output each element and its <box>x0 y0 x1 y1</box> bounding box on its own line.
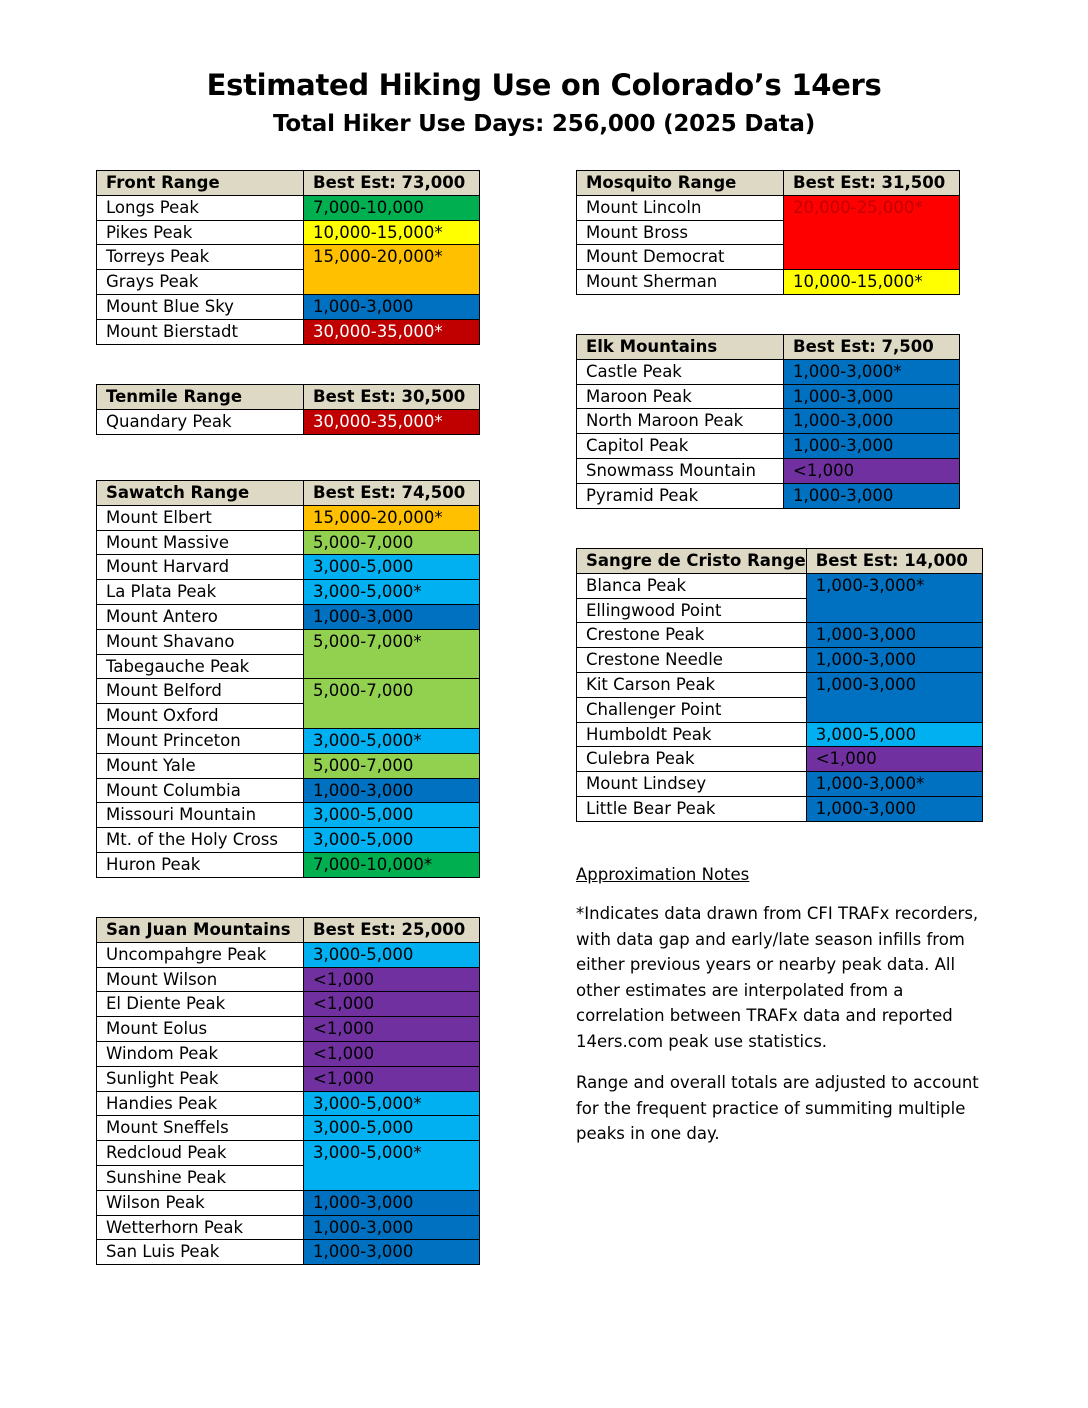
hiking-use-estimate: 1,000-3,000 <box>304 294 480 319</box>
range-best-estimate: Best Est: 31,500 <box>784 171 960 196</box>
table-row <box>577 573 983 598</box>
hiking-use-estimate: 1,000-3,000 <box>806 672 982 722</box>
table-row <box>577 270 960 295</box>
range-name: Elk Mountains <box>577 335 784 360</box>
table-row <box>97 967 480 992</box>
range-name: Front Range <box>97 171 304 196</box>
peak-name: La Plata Peak <box>97 580 304 605</box>
peak-name: Redcloud Peak <box>97 1141 304 1166</box>
table-row <box>97 1066 480 1091</box>
table-row <box>97 992 480 1017</box>
hiking-use-estimate: 3,000-5,000 <box>304 1116 480 1141</box>
hiking-use-estimate: 20,000-25,000* <box>784 195 960 269</box>
hiking-use-estimate: 1,000-3,000* <box>806 573 982 623</box>
table-header-row <box>97 481 480 506</box>
peak-name: Capitol Peak <box>577 434 784 459</box>
hiking-use-estimate: <1,000 <box>304 967 480 992</box>
table-row <box>97 195 480 220</box>
hiking-use-estimate: 1,000-3,000 <box>806 648 982 673</box>
peak-name: Mount Lincoln <box>577 195 784 220</box>
peak-name: Mount Massive <box>97 530 304 555</box>
sangre-de-cristo-range-table <box>576 548 983 822</box>
table-row <box>577 483 960 508</box>
table-header-row <box>97 918 480 943</box>
hiking-use-estimate: 3,000-5,000 <box>304 803 480 828</box>
hiking-use-estimate: 3,000-5,000 <box>304 828 480 853</box>
peak-name: Torreys Peak <box>97 245 304 270</box>
peak-name: San Luis Peak <box>97 1240 304 1265</box>
range-best-estimate: Best Est: 73,000 <box>304 171 480 196</box>
hiking-use-estimate: 5,000-7,000* <box>304 629 480 679</box>
hiking-use-estimate: 10,000-15,000* <box>784 270 960 295</box>
peak-name: Mount Wilson <box>97 967 304 992</box>
mosquito-range-table <box>576 170 960 295</box>
peak-name: Culebra Peak <box>577 747 807 772</box>
table-row <box>97 1116 480 1141</box>
table-row <box>577 648 983 673</box>
range-best-estimate: Best Est: 25,000 <box>304 918 480 943</box>
peak-name: Mount Columbia <box>97 778 304 803</box>
table-row <box>97 580 480 605</box>
peak-name: Mount Antero <box>97 604 304 629</box>
peak-name: Pikes Peak <box>97 220 304 245</box>
sawatch-range-table <box>96 480 480 878</box>
peak-name: Kit Carson Peak <box>577 672 807 697</box>
table-row <box>577 796 983 821</box>
table-row <box>97 530 480 555</box>
table-row <box>97 294 480 319</box>
table-row <box>97 629 480 654</box>
range-best-estimate: Best Est: 30,500 <box>304 385 480 410</box>
peak-name: Huron Peak <box>97 852 304 877</box>
table-header-row <box>577 549 983 574</box>
hiking-use-estimate: 3,000-5,000* <box>304 1091 480 1116</box>
hiking-use-estimate: 1,000-3,000 <box>304 778 480 803</box>
range-name: Sawatch Range <box>97 481 304 506</box>
table-row <box>577 747 983 772</box>
table-row <box>97 679 480 704</box>
peak-name: Wetterhorn Peak <box>97 1215 304 1240</box>
peak-name: Crestone Peak <box>577 623 807 648</box>
peak-name: Mount Eolus <box>97 1017 304 1042</box>
peak-name: Little Bear Peak <box>577 796 807 821</box>
hiking-use-estimate: 1,000-3,000 <box>304 1190 480 1215</box>
hiking-use-estimate: 1,000-3,000 <box>304 604 480 629</box>
table-row <box>577 359 960 384</box>
table-header-row <box>577 335 960 360</box>
range-name: San Juan Mountains <box>97 918 304 943</box>
peak-name: Sunlight Peak <box>97 1066 304 1091</box>
table-row <box>97 942 480 967</box>
hiking-use-estimate: 15,000-20,000* <box>304 245 480 295</box>
table-header-row <box>577 171 960 196</box>
table-row <box>97 604 480 629</box>
hiking-use-estimate: 1,000-3,000 <box>784 483 960 508</box>
hiking-use-estimate: <1,000 <box>304 1041 480 1066</box>
peak-name: Mount Elbert <box>97 505 304 530</box>
peak-name: Uncompahgre Peak <box>97 942 304 967</box>
range-best-estimate: Best Est: 14,000 <box>806 549 982 574</box>
hiking-use-estimate: 3,000-5,000* <box>304 728 480 753</box>
peak-name: Ellingwood Point <box>577 598 807 623</box>
hiking-use-estimate: <1,000 <box>806 747 982 772</box>
peak-name: Missouri Mountain <box>97 803 304 828</box>
peak-name: Challenger Point <box>577 697 807 722</box>
tenmile-range-table <box>96 384 480 435</box>
peak-name: Mount Princeton <box>97 728 304 753</box>
table-row <box>97 1190 480 1215</box>
hiking-use-estimate: 7,000-10,000* <box>304 852 480 877</box>
peak-name: Quandary Peak <box>97 409 304 434</box>
range-name: Tenmile Range <box>97 385 304 410</box>
table-row <box>97 828 480 853</box>
peak-name: Mount Democrat <box>577 245 784 270</box>
hiking-use-estimate: 30,000-35,000* <box>304 409 480 434</box>
hiking-use-estimate: <1,000 <box>304 992 480 1017</box>
hiking-use-estimate: 5,000-7,000 <box>304 679 480 729</box>
table-row <box>97 803 480 828</box>
peak-name: Mount Shavano <box>97 629 304 654</box>
table-row <box>97 1215 480 1240</box>
elk-mountains-table <box>576 334 960 509</box>
peak-name: Sunshine Peak <box>97 1165 304 1190</box>
table-row <box>97 852 480 877</box>
hiking-use-estimate: 7,000-10,000 <box>304 195 480 220</box>
hiking-use-estimate: 5,000-7,000 <box>304 753 480 778</box>
approximation-notes-heading: Approximation Notes <box>576 865 750 884</box>
hiking-use-estimate: <1,000 <box>304 1066 480 1091</box>
table-header-row <box>97 171 480 196</box>
peak-name: Crestone Needle <box>577 648 807 673</box>
peak-name: Maroon Peak <box>577 384 784 409</box>
table-row <box>97 778 480 803</box>
hiking-use-estimate: 3,000-5,000* <box>304 1141 480 1191</box>
hiking-use-estimate: 1,000-3,000 <box>784 434 960 459</box>
peak-name: Grays Peak <box>97 270 304 295</box>
peak-name: Wilson Peak <box>97 1190 304 1215</box>
hiking-use-estimate: 10,000-15,000* <box>304 220 480 245</box>
table-row <box>97 1141 480 1166</box>
peak-name: Mount Harvard <box>97 555 304 580</box>
peak-name: Mount Sneffels <box>97 1116 304 1141</box>
hiking-use-estimate: <1,000 <box>304 1017 480 1042</box>
hiking-use-estimate: 3,000-5,000 <box>806 722 982 747</box>
peak-name: Mount Bross <box>577 220 784 245</box>
peak-name: Snowmass Mountain <box>577 458 784 483</box>
hiking-use-estimate: 1,000-3,000* <box>784 359 960 384</box>
peak-name: Tabegauche Peak <box>97 654 304 679</box>
hiking-use-estimate: 1,000-3,000 <box>784 409 960 434</box>
range-best-estimate: Best Est: 7,500 <box>784 335 960 360</box>
range-name: Sangre de Cristo Range <box>577 549 807 574</box>
hiking-use-estimate: 1,000-3,000 <box>784 384 960 409</box>
table-row <box>97 505 480 530</box>
table-row <box>97 1091 480 1116</box>
peak-name: Mount Lindsey <box>577 772 807 797</box>
table-row <box>577 772 983 797</box>
table-row <box>577 195 960 220</box>
range-best-estimate: Best Est: 74,500 <box>304 481 480 506</box>
table-row <box>97 555 480 580</box>
table-row <box>577 672 983 697</box>
hiking-use-estimate: 1,000-3,000 <box>806 623 982 648</box>
hiking-use-estimate: 1,000-3,000* <box>806 772 982 797</box>
peak-name: Pyramid Peak <box>577 483 784 508</box>
peak-name: Castle Peak <box>577 359 784 384</box>
range-name: Mosquito Range <box>577 171 784 196</box>
table-row <box>97 1240 480 1265</box>
approximation-notes-paragraph-2: Range and overall totals are adjusted to account for the frequent practice of summiting multiple peaks in one day. <box>576 1073 979 1143</box>
peak-name: Humboldt Peak <box>577 722 807 747</box>
peak-name: Handies Peak <box>97 1091 304 1116</box>
peak-name: Mt. of the Holy Cross <box>97 828 304 853</box>
table-row <box>97 1017 480 1042</box>
peak-name: Mount Yale <box>97 753 304 778</box>
peak-name: Mount Oxford <box>97 704 304 729</box>
peak-name: Mount Bierstadt <box>97 319 304 344</box>
peak-name: North Maroon Peak <box>577 409 784 434</box>
hiking-use-estimate: 1,000-3,000 <box>806 796 982 821</box>
peak-name: Mount Blue Sky <box>97 294 304 319</box>
table-row <box>97 409 480 434</box>
table-row <box>97 220 480 245</box>
hiking-use-estimate: 3,000-5,000 <box>304 555 480 580</box>
table-row <box>97 319 480 344</box>
table-row <box>577 623 983 648</box>
hiking-use-estimate: 3,000-5,000 <box>304 942 480 967</box>
table-row <box>577 722 983 747</box>
table-row <box>97 753 480 778</box>
peak-name: Mount Sherman <box>577 270 784 295</box>
hiking-use-estimate: 3,000-5,000* <box>304 580 480 605</box>
table-row <box>577 458 960 483</box>
table-row <box>97 245 480 270</box>
table-header-row <box>97 385 480 410</box>
page-title: Estimated Hiking Use on Colorado’s 14ers <box>206 68 882 102</box>
hiking-use-estimate: 15,000-20,000* <box>304 505 480 530</box>
page-subtitle: Total Hiker Use Days: 256,000 (2025 Data) <box>272 111 816 137</box>
hiking-use-estimate: 1,000-3,000 <box>304 1215 480 1240</box>
peak-name: Longs Peak <box>97 195 304 220</box>
table-row <box>577 409 960 434</box>
peak-name: Windom Peak <box>97 1041 304 1066</box>
front-range-table <box>96 170 480 345</box>
table-row <box>97 1041 480 1066</box>
table-row <box>577 434 960 459</box>
san-juan-mountains-table <box>96 917 480 1265</box>
approximation-notes-paragraph-1: *Indicates data drawn from CFI TRAFx recorders, with data gap and early/late season infills from either previous years or nearby peak data. All other estimates are interpolated from a correlation between TRAFx data and reported 14ers.com peak use statistics. <box>576 904 979 1051</box>
hiking-use-estimate: 5,000-7,000 <box>304 530 480 555</box>
peak-name: Mount Belford <box>97 679 304 704</box>
hiking-use-estimate: 30,000-35,000* <box>304 319 480 344</box>
hiking-use-estimate: 1,000-3,000 <box>304 1240 480 1265</box>
table-row <box>577 384 960 409</box>
table-row <box>97 728 480 753</box>
peak-name: El Diente Peak <box>97 992 304 1017</box>
hiking-use-estimate: <1,000 <box>784 458 960 483</box>
peak-name: Blanca Peak <box>577 573 807 598</box>
